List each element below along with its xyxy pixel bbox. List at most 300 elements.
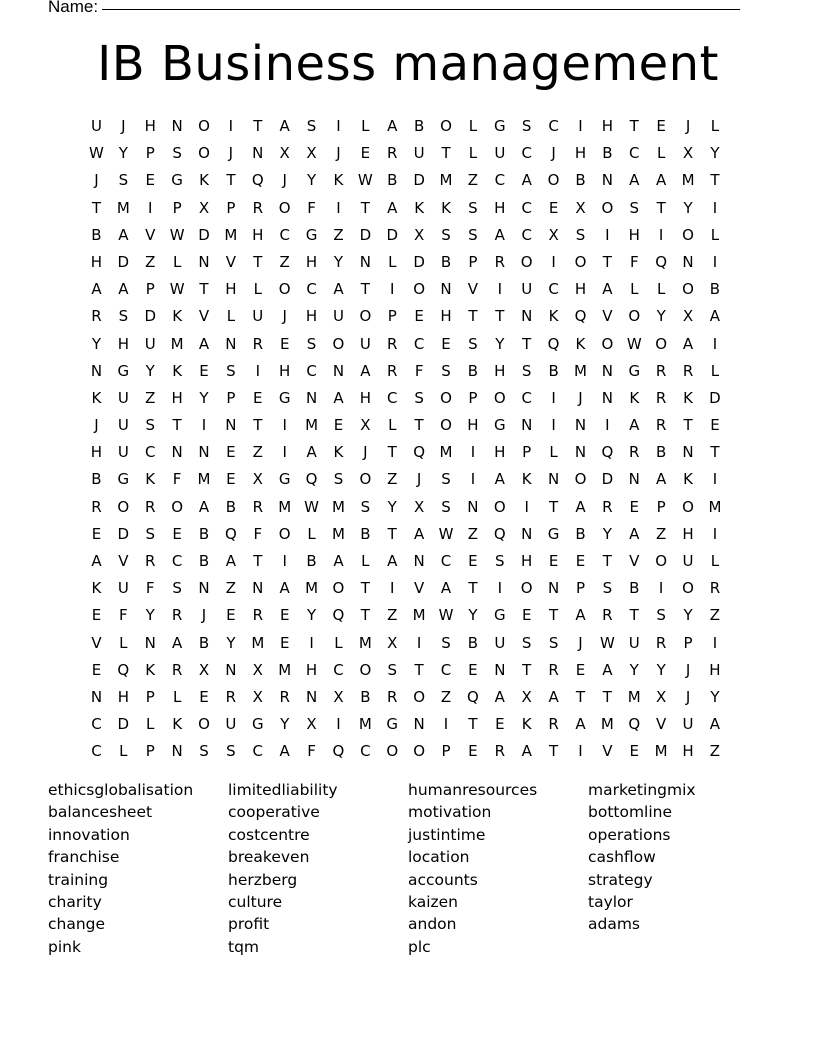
grid-cell[interactable]: R [225, 687, 237, 706]
grid-cell[interactable]: K [199, 171, 209, 190]
grid-cell[interactable]: Z [440, 687, 452, 706]
grid-cell[interactable]: H [601, 117, 613, 135]
grid-cell[interactable]: I [712, 470, 718, 489]
grid-cell[interactable]: Y [199, 388, 209, 407]
grid-cell[interactable]: S [360, 497, 371, 516]
grid-cell[interactable]: R [387, 334, 398, 353]
grid-cell[interactable]: Y [683, 198, 693, 217]
grid-cell[interactable]: L [361, 117, 370, 135]
grid-cell[interactable]: D [709, 388, 721, 407]
grid-cell[interactable]: Y [495, 334, 505, 353]
grid-cell[interactable]: D [359, 225, 372, 244]
grid-cell[interactable]: T [172, 416, 182, 435]
grid-cell[interactable]: G [117, 470, 130, 489]
grid-cell[interactable]: C [521, 144, 532, 163]
grid-cell[interactable]: I [309, 633, 314, 652]
grid-cell[interactable]: I [712, 334, 718, 353]
grid-cell[interactable]: K [91, 579, 102, 598]
grid-cell[interactable]: K [172, 307, 183, 326]
grid-cell[interactable]: S [226, 742, 236, 761]
grid-cell[interactable]: Y [145, 606, 155, 625]
grid-cell[interactable]: R [171, 606, 183, 625]
grid-cell[interactable]: J [685, 660, 691, 679]
grid-cell[interactable]: P [387, 307, 397, 326]
grid-cell[interactable]: R [171, 660, 183, 679]
grid-cell[interactable]: C [91, 715, 102, 734]
grid-cell[interactable]: V [198, 307, 210, 326]
grid-cell[interactable]: A [91, 552, 102, 570]
grid-cell[interactable]: X [198, 660, 210, 679]
grid-cell[interactable]: G [628, 361, 641, 380]
grid-cell[interactable]: N [601, 171, 613, 190]
grid-cell[interactable]: Q [305, 470, 318, 489]
grid-cell[interactable]: S [521, 361, 532, 380]
grid-cell[interactable]: Q [251, 171, 264, 190]
grid-cell[interactable]: L [361, 552, 370, 570]
grid-cell[interactable]: S [468, 334, 478, 353]
grid-cell[interactable]: S [306, 334, 317, 353]
grid-cell[interactable]: S [656, 606, 666, 625]
grid-cell[interactable]: K [145, 470, 156, 489]
grid-cell[interactable]: V [414, 579, 425, 598]
grid-cell[interactable]: V [629, 552, 640, 570]
grid-cell[interactable]: P [226, 198, 236, 217]
grid-cell[interactable]: E [91, 606, 102, 625]
grid-cell[interactable]: E [279, 633, 290, 652]
grid-cell[interactable]: T [602, 687, 612, 706]
grid-cell[interactable]: S [468, 225, 478, 244]
grid-cell[interactable]: Z [387, 606, 398, 625]
grid-cell[interactable]: I [605, 225, 610, 244]
grid-cell[interactable]: P [145, 144, 155, 163]
grid-cell[interactable]: V [602, 307, 613, 326]
grid-cell[interactable]: Q [493, 524, 506, 543]
grid-cell[interactable]: B [548, 361, 559, 380]
grid-cell[interactable]: H [628, 225, 640, 244]
grid-cell[interactable]: I [470, 443, 476, 462]
grid-cell[interactable]: U [682, 552, 694, 570]
grid-cell[interactable]: E [91, 524, 102, 543]
grid-cell[interactable]: E [414, 307, 424, 326]
grid-cell[interactable]: H [225, 280, 237, 299]
grid-cell[interactable]: P [656, 497, 666, 516]
grid-cell[interactable]: M [331, 524, 345, 543]
grid-cell[interactable]: M [197, 470, 211, 489]
grid-cell[interactable]: O [520, 579, 533, 598]
grid-cell[interactable]: J [685, 117, 691, 135]
grid-cell[interactable]: O [278, 280, 291, 299]
grid-cell[interactable]: E [629, 497, 639, 516]
grid-cell[interactable]: J [416, 470, 422, 489]
grid-cell[interactable]: N [198, 579, 210, 598]
grid-cell[interactable]: G [493, 117, 506, 135]
grid-cell[interactable]: E [279, 334, 290, 353]
grid-cell[interactable]: T [656, 198, 666, 217]
grid-cell[interactable]: C [548, 117, 559, 135]
grid-cell[interactable]: I [390, 579, 395, 598]
grid-cell[interactable]: U [225, 715, 237, 734]
grid-cell[interactable]: U [494, 633, 506, 652]
grid-cell[interactable]: Y [226, 633, 236, 652]
grid-cell[interactable]: M [708, 497, 722, 516]
grid-cell[interactable]: D [601, 470, 614, 489]
grid-cell[interactable]: L [119, 633, 128, 652]
grid-cell[interactable]: Q [547, 334, 560, 353]
grid-cell[interactable]: H [252, 225, 264, 244]
grid-cell[interactable]: S [521, 633, 532, 652]
grid-cell[interactable]: M [654, 742, 668, 761]
grid-cell[interactable]: A [602, 280, 613, 299]
grid-cell[interactable]: G [171, 171, 183, 190]
grid-cell[interactable]: Z [709, 606, 721, 625]
grid-cell[interactable]: F [307, 742, 316, 761]
grid-cell[interactable]: Q [467, 687, 479, 706]
grid-cell[interactable]: V [602, 742, 613, 761]
grid-cell[interactable]: O [655, 552, 668, 570]
grid-cell[interactable]: S [521, 117, 532, 135]
grid-cell[interactable]: E [333, 416, 344, 435]
grid-cell[interactable]: A [575, 606, 586, 625]
grid-cell[interactable]: H [171, 388, 183, 407]
grid-cell[interactable]: Q [332, 606, 345, 625]
grid-cell[interactable]: N [225, 334, 237, 353]
grid-cell[interactable]: R [655, 388, 667, 407]
grid-cell[interactable]: H [359, 388, 371, 407]
grid-cell[interactable]: E [199, 687, 209, 706]
grid-cell[interactable]: I [336, 117, 341, 135]
grid-cell[interactable]: Y [656, 660, 666, 679]
grid-cell[interactable]: S [145, 524, 155, 543]
grid-cell[interactable]: O [413, 742, 426, 761]
grid-cell[interactable]: O [440, 117, 452, 135]
grid-cell[interactable]: T [360, 280, 370, 299]
grid-cell[interactable]: O [547, 171, 560, 190]
grid-cell[interactable]: I [658, 225, 664, 244]
grid-cell[interactable]: N [332, 361, 345, 380]
grid-cell[interactable]: L [710, 225, 720, 244]
grid-cell[interactable]: O [493, 388, 506, 407]
grid-cell[interactable]: O [440, 416, 452, 435]
grid-cell[interactable]: I [282, 552, 287, 570]
grid-cell[interactable]: I [336, 715, 341, 734]
grid-cell[interactable]: Y [656, 307, 666, 326]
grid-cell[interactable]: I [201, 416, 207, 435]
grid-cell[interactable]: L [307, 524, 316, 543]
grid-cell[interactable]: J [282, 307, 287, 326]
grid-cell[interactable]: T [360, 579, 370, 598]
grid-cell[interactable]: A [225, 552, 237, 570]
grid-cell[interactable]: U [682, 715, 694, 734]
grid-cell[interactable]: H [682, 742, 694, 761]
grid-cell[interactable]: A [521, 171, 532, 190]
grid-cell[interactable]: R [548, 660, 559, 679]
grid-cell[interactable]: M [439, 443, 453, 462]
grid-cell[interactable]: D [386, 225, 399, 244]
grid-cell[interactable]: T [360, 198, 370, 217]
grid-cell[interactable]: A [279, 579, 290, 598]
grid-cell[interactable]: J [685, 687, 691, 706]
grid-cell[interactable]: R [682, 361, 694, 380]
grid-cell[interactable]: A [709, 307, 721, 326]
grid-cell[interactable]: H [494, 198, 506, 217]
grid-cell[interactable]: H [90, 252, 103, 271]
grid-cell[interactable]: M [278, 497, 292, 516]
grid-cell[interactable]: N [494, 660, 506, 679]
grid-cell[interactable]: Z [279, 252, 290, 271]
grid-cell[interactable]: W [304, 497, 319, 516]
grid-cell[interactable]: I [551, 388, 556, 407]
grid-cell[interactable]: E [468, 552, 478, 570]
grid-cell[interactable]: R [279, 687, 290, 706]
grid-cell[interactable]: E [548, 552, 559, 570]
grid-cell[interactable]: J [578, 633, 583, 652]
grid-cell[interactable]: E [575, 660, 586, 679]
grid-cell[interactable]: S [414, 388, 424, 407]
grid-cell[interactable]: Q [413, 443, 426, 462]
grid-cell[interactable]: V [118, 552, 129, 570]
grid-cell[interactable]: L [710, 552, 720, 570]
grid-cell[interactable]: T [468, 579, 478, 598]
grid-cell[interactable]: S [441, 497, 451, 516]
grid-cell[interactable]: I [605, 416, 610, 435]
grid-cell[interactable]: H [467, 416, 479, 435]
grid-cell[interactable]: I [497, 579, 503, 598]
grid-cell[interactable]: Z [387, 470, 398, 489]
grid-cell[interactable]: K [629, 388, 640, 407]
grid-cell[interactable]: B [387, 171, 398, 190]
grid-cell[interactable]: T [414, 660, 424, 679]
grid-cell[interactable]: J [336, 144, 341, 163]
grid-cell[interactable]: X [682, 307, 694, 326]
grid-cell[interactable]: R [629, 443, 640, 462]
grid-cell[interactable]: A [602, 660, 613, 679]
grid-cell[interactable]: C [333, 660, 344, 679]
grid-cell[interactable]: K [521, 470, 532, 489]
grid-cell[interactable]: S [145, 416, 155, 435]
grid-cell[interactable]: U [413, 144, 425, 163]
grid-cell[interactable]: O [117, 497, 130, 516]
grid-cell[interactable]: O [682, 497, 694, 516]
grid-cell[interactable]: K [575, 334, 586, 353]
grid-cell[interactable]: H [117, 334, 129, 353]
grid-cell[interactable]: C [144, 443, 156, 462]
grid-cell[interactable]: H [682, 524, 694, 543]
grid-cell[interactable]: R [494, 742, 506, 761]
grid-cell[interactable]: T [549, 742, 559, 761]
grid-cell[interactable]: Z [145, 252, 156, 271]
grid-cell[interactable]: T [468, 307, 478, 326]
grid-cell[interactable]: Y [710, 687, 720, 706]
grid-cell[interactable]: A [279, 117, 290, 135]
grid-cell[interactable]: S [548, 633, 559, 652]
grid-cell[interactable]: C [440, 660, 452, 679]
grid-cell[interactable]: A [198, 497, 210, 516]
grid-cell[interactable]: N [547, 470, 560, 489]
grid-cell[interactable]: X [575, 198, 586, 217]
grid-cell[interactable]: T [522, 660, 532, 679]
grid-cell[interactable]: I [336, 198, 341, 217]
grid-cell[interactable]: A [709, 715, 721, 734]
grid-cell[interactable]: E [172, 524, 182, 543]
grid-cell[interactable]: S [118, 171, 129, 190]
grid-cell[interactable]: I [658, 579, 664, 598]
grid-cell[interactable]: E [91, 660, 102, 679]
grid-cell[interactable]: T [602, 552, 612, 570]
grid-cell[interactable]: T [629, 606, 639, 625]
grid-cell[interactable]: W [357, 171, 373, 190]
grid-cell[interactable]: R [387, 144, 398, 163]
grid-cell[interactable]: O [601, 334, 614, 353]
grid-cell[interactable]: N [682, 443, 694, 462]
grid-cell[interactable]: G [493, 416, 506, 435]
grid-cell[interactable]: T [414, 416, 424, 435]
grid-cell[interactable]: V [225, 252, 237, 271]
grid-cell[interactable]: R [252, 606, 263, 625]
grid-cell[interactable]: Z [252, 443, 263, 462]
grid-cell[interactable]: K [333, 171, 344, 190]
grid-cell[interactable]: V [91, 633, 102, 652]
grid-cell[interactable]: O [386, 742, 399, 761]
grid-cell[interactable]: E [710, 416, 720, 435]
grid-cell[interactable]: I [578, 742, 583, 761]
grid-cell[interactable]: N [628, 470, 640, 489]
grid-cell[interactable]: T [629, 117, 639, 135]
grid-cell[interactable]: B [467, 633, 479, 652]
grid-cell[interactable]: X [413, 225, 425, 244]
grid-cell[interactable]: T [387, 443, 397, 462]
grid-cell[interactable]: A [306, 443, 317, 462]
grid-cell[interactable]: Y [306, 171, 317, 190]
grid-cell[interactable]: O [359, 307, 372, 326]
grid-cell[interactable]: F [307, 198, 316, 217]
grid-cell[interactable]: F [172, 470, 182, 489]
grid-cell[interactable]: F [119, 606, 128, 625]
grid-cell[interactable]: M [331, 497, 345, 516]
grid-cell[interactable]: P [145, 280, 155, 299]
grid-cell[interactable]: K [414, 198, 425, 217]
grid-cell[interactable]: M [358, 715, 372, 734]
grid-cell[interactable]: I [416, 633, 422, 652]
grid-cell[interactable]: N [171, 742, 183, 761]
grid-cell[interactable]: E [253, 388, 263, 407]
grid-cell[interactable]: G [547, 524, 560, 543]
grid-cell[interactable]: J [121, 117, 126, 135]
grid-cell[interactable]: C [387, 388, 398, 407]
grid-cell[interactable]: H [144, 117, 156, 135]
grid-cell[interactable]: J [228, 144, 234, 163]
grid-cell[interactable]: Q [332, 742, 345, 761]
grid-cell[interactable]: A [387, 552, 398, 570]
grid-cell[interactable]: Y [629, 660, 639, 679]
grid-cell[interactable]: U [628, 633, 640, 652]
grid-cell[interactable]: A [682, 334, 694, 353]
grid-cell[interactable]: B [413, 117, 425, 135]
grid-cell[interactable]: L [656, 144, 666, 163]
grid-cell[interactable]: A [548, 687, 559, 706]
grid-cell[interactable]: Q [601, 443, 614, 462]
grid-cell[interactable]: N [521, 416, 533, 435]
grid-cell[interactable]: B [198, 552, 210, 570]
grid-cell[interactable]: N [521, 307, 533, 326]
grid-cell[interactable]: H [521, 552, 533, 570]
grid-cell[interactable]: G [117, 361, 130, 380]
grid-cell[interactable]: J [551, 144, 556, 163]
grid-cell[interactable]: P [145, 687, 155, 706]
grid-cell[interactable]: X [682, 144, 694, 163]
grid-cell[interactable]: K [172, 361, 183, 380]
grid-cell[interactable]: S [118, 307, 129, 326]
grid-cell[interactable]: C [521, 388, 532, 407]
grid-cell[interactable]: I [524, 497, 529, 516]
grid-cell[interactable]: E [226, 606, 236, 625]
grid-cell[interactable]: N [601, 388, 613, 407]
grid-cell[interactable]: S [441, 225, 451, 244]
grid-cell[interactable]: K [521, 715, 532, 734]
grid-cell[interactable]: B [575, 524, 586, 543]
grid-cell[interactable]: G [251, 715, 264, 734]
grid-cell[interactable]: R [602, 497, 613, 516]
grid-cell[interactable]: A [171, 633, 183, 652]
grid-cell[interactable]: H [494, 443, 506, 462]
grid-cell[interactable]: D [198, 225, 210, 244]
grid-cell[interactable]: H [494, 361, 506, 380]
grid-cell[interactable]: I [551, 252, 556, 271]
grid-cell[interactable]: L [253, 280, 262, 299]
grid-cell[interactable]: U [252, 307, 264, 326]
grid-cell[interactable]: N [144, 633, 156, 652]
grid-cell[interactable]: Q [117, 660, 130, 679]
grid-cell[interactable]: M [681, 171, 695, 190]
grid-cell[interactable]: A [440, 579, 452, 598]
grid-cell[interactable]: N [601, 361, 613, 380]
grid-cell[interactable]: U [144, 334, 156, 353]
grid-cell[interactable]: A [414, 524, 425, 543]
grid-cell[interactable]: O [278, 198, 291, 217]
grid-cell[interactable]: H [440, 307, 452, 326]
grid-cell[interactable]: B [198, 524, 210, 543]
grid-cell[interactable]: O [574, 252, 587, 271]
grid-cell[interactable]: X [198, 198, 210, 217]
grid-cell[interactable]: B [306, 552, 317, 570]
grid-cell[interactable]: M [574, 361, 587, 380]
grid-cell[interactable]: A [91, 280, 102, 299]
grid-cell[interactable]: O [171, 497, 184, 516]
grid-cell[interactable]: Y [306, 606, 317, 625]
grid-cell[interactable]: A [333, 388, 344, 407]
grid-cell[interactable]: E [495, 715, 505, 734]
grid-cell[interactable]: M [412, 606, 426, 625]
grid-cell[interactable]: L [630, 280, 639, 299]
grid-cell[interactable]: L [656, 280, 666, 299]
grid-cell[interactable]: L [388, 252, 397, 271]
grid-cell[interactable]: P [468, 252, 478, 271]
grid-cell[interactable]: R [252, 198, 263, 217]
grid-cell[interactable]: Q [655, 252, 668, 271]
grid-cell[interactable]: O [198, 144, 210, 163]
grid-cell[interactable]: B [225, 497, 237, 516]
grid-cell[interactable]: A [629, 171, 640, 190]
grid-cell[interactable]: Z [467, 171, 479, 190]
grid-cell[interactable]: Q [628, 715, 641, 734]
grid-cell[interactable]: K [172, 715, 183, 734]
grid-cell[interactable]: T [253, 252, 263, 271]
grid-cell[interactable]: T [683, 416, 693, 435]
grid-cell[interactable]: W [626, 334, 642, 353]
grid-cell[interactable]: A [333, 552, 344, 570]
grid-cell[interactable]: U [494, 144, 506, 163]
grid-cell[interactable]: R [145, 552, 156, 570]
grid-cell[interactable]: X [333, 687, 344, 706]
